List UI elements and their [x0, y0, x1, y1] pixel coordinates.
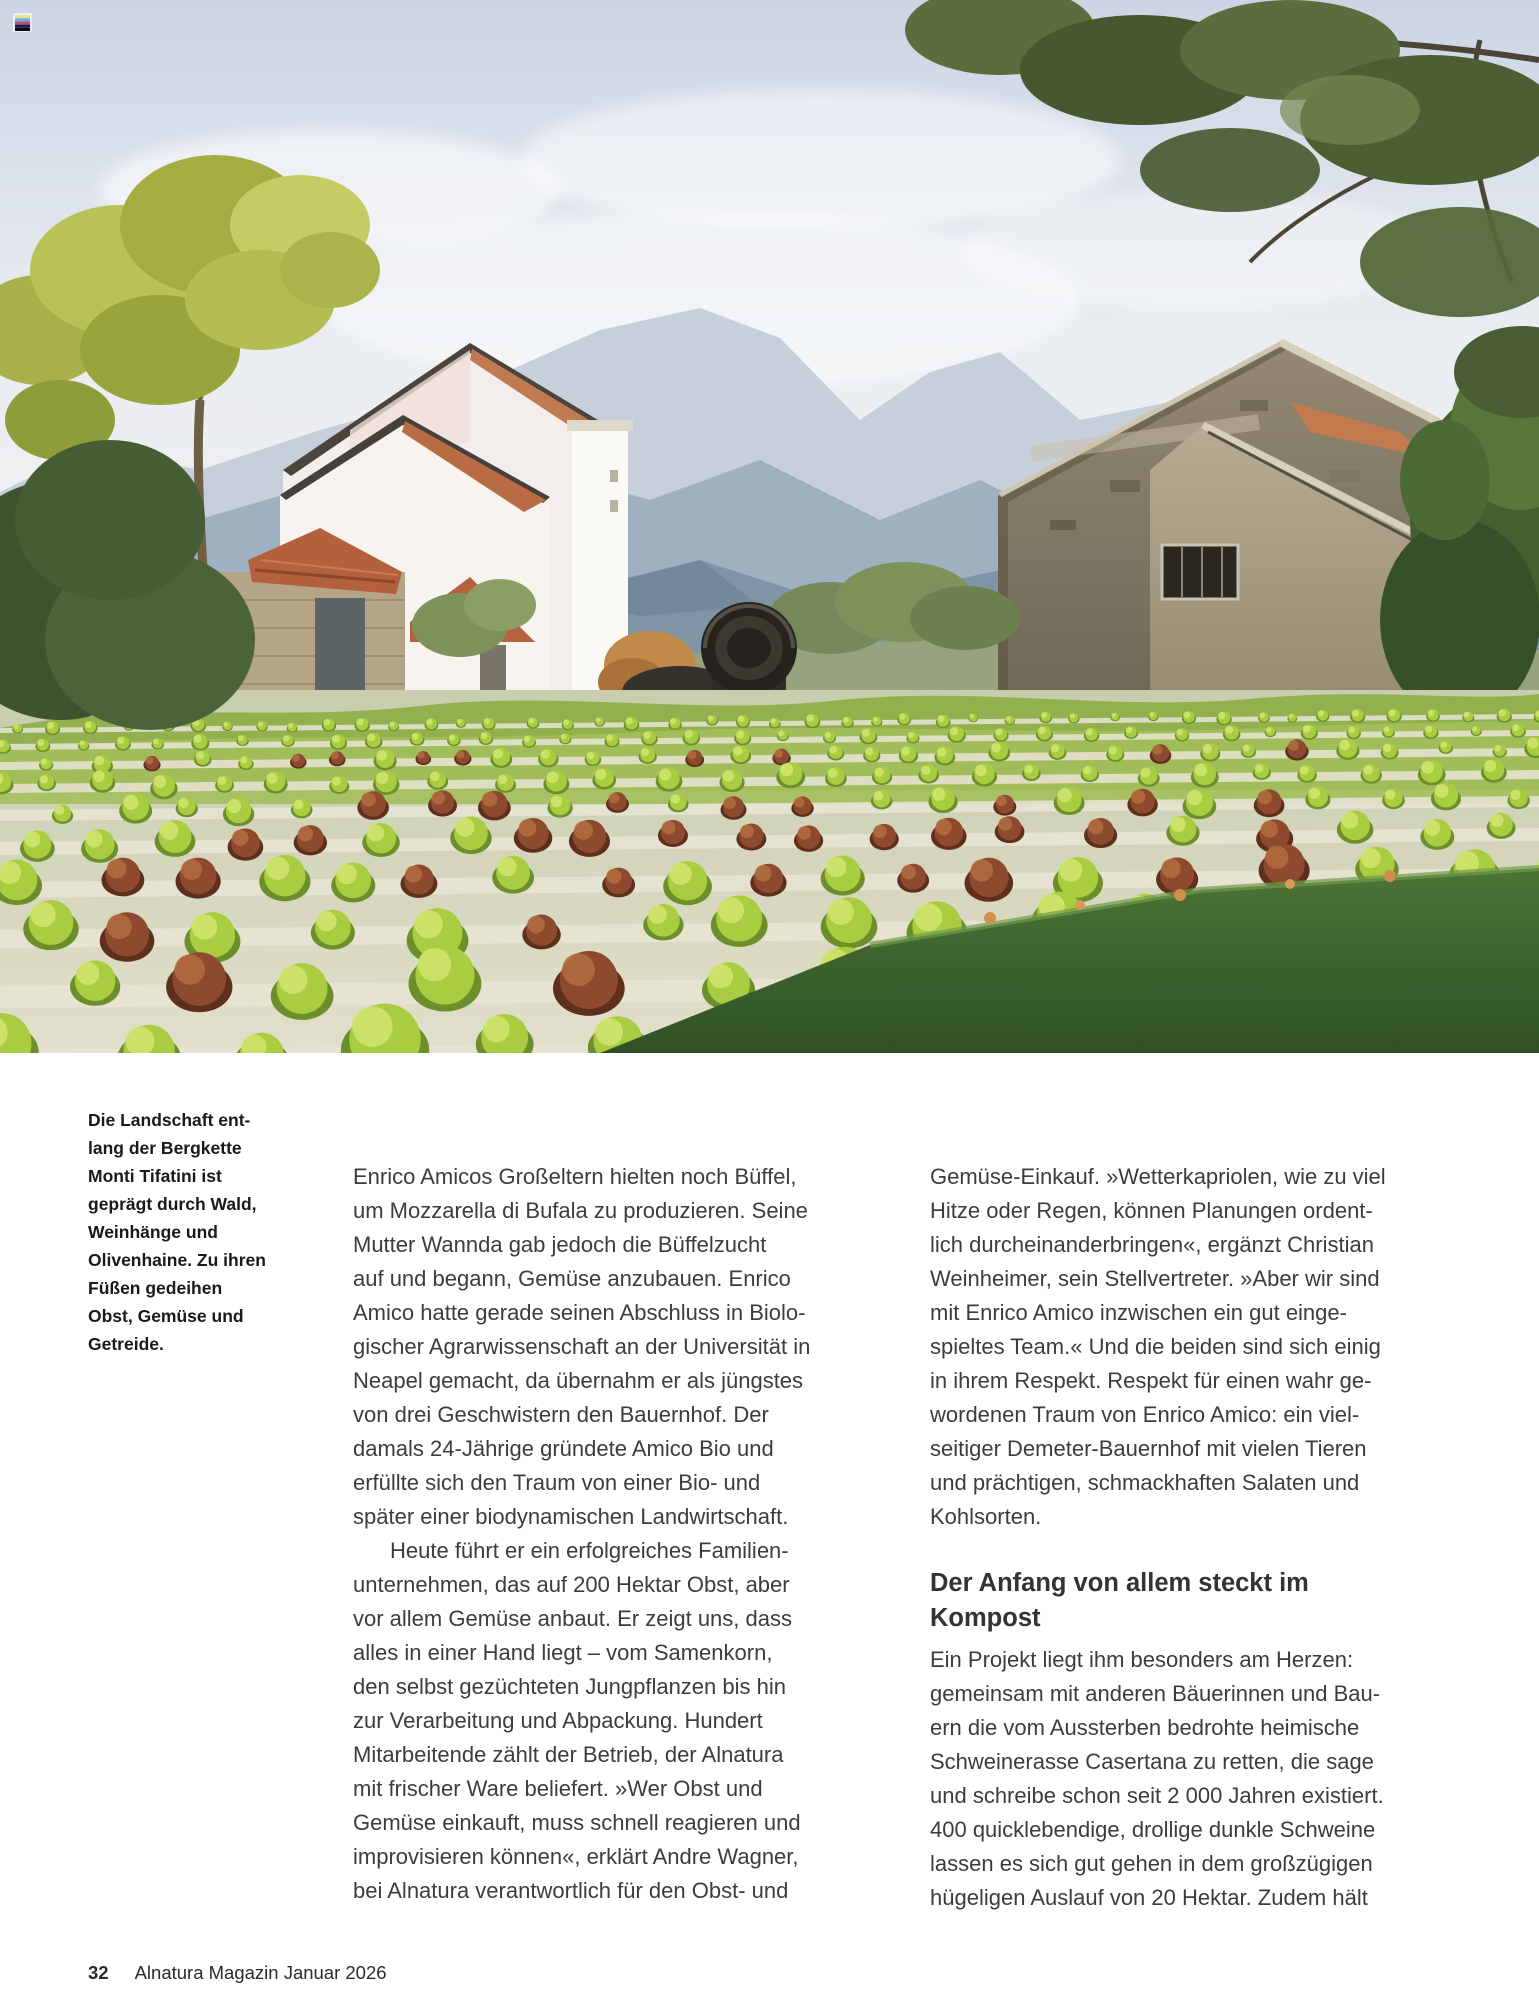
text-line: zur Verarbeitung und Abpackung. Hundert: [353, 1708, 763, 1733]
text-line: mit frischer Ware beliefert. »Wer Obst und: [353, 1776, 763, 1801]
paragraph-2: [353, 1534, 878, 1908]
body-column-2: [930, 1160, 1455, 1915]
text-line: Gemüse einkauft, muss schnell reagieren und: [353, 1810, 801, 1835]
text-line: gischer Agrarwissenschaft an der Universität in: [353, 1334, 811, 1359]
text-line: Monti Tifatini ist: [88, 1166, 222, 1186]
text-line: Hitze oder Regen, können Planungen ordent-: [930, 1198, 1373, 1223]
text-line: Enrico Amicos Großeltern hielten noch Büffel,: [353, 1164, 797, 1189]
text-line: Neapel gemacht, da übernahm er als jüngstes: [353, 1368, 804, 1393]
text-line: Mitarbeitende zählt der Betrieb, der Alnatura: [353, 1742, 784, 1767]
text-line: Getreide.: [88, 1334, 164, 1354]
text-line: lassen es sich gut gehen in dem großzügigen: [930, 1851, 1373, 1876]
text-line: damals 24-Jährige gründete Amico Bio und: [353, 1436, 774, 1461]
text-line: wordenen Traum von Enrico Amico: ein viel-: [930, 1402, 1360, 1427]
text-line: Kohlsorten.: [930, 1504, 1042, 1529]
text-line: um Mozzarella di Bufala zu produzieren. Seine: [353, 1198, 808, 1223]
text-line: den selbst gezüchteten Jungpflanzen bis hin: [353, 1674, 786, 1699]
text-line: auf und begann, Gemüse anzubauen. Enrico: [353, 1266, 791, 1291]
text-line: später einer biodynamischen Landwirtschaft.: [353, 1504, 789, 1529]
paragraph-1: [353, 1160, 878, 1534]
text-line: Weinhänge und: [88, 1222, 218, 1242]
text-line: Amico hatte gerade seinen Abschluss in Biolo-: [353, 1300, 806, 1325]
text-line: Die Landschaft ent-: [88, 1110, 251, 1130]
text-line: gemeinsam mit anderen Bäuerinnen und Bau-: [930, 1681, 1381, 1706]
text-line: Ein Projekt liegt ihm besonders am Herzen:: [930, 1647, 1354, 1672]
section-heading: [930, 1566, 1455, 1636]
text-line: in ihrem Respekt. Respekt für einen wahr ge-: [930, 1368, 1372, 1393]
body-column-1: [353, 1160, 878, 1908]
text-line: Gemüse-Einkauf. »Wetterkapriolen, wie zu viel: [930, 1164, 1386, 1189]
text-line: bei Alnatura verantwortlich für den Obst- und: [353, 1878, 789, 1903]
text-line: Der Anfang von allem steckt im: [930, 1569, 1309, 1597]
page-footer: [88, 1962, 387, 1984]
text-line: 400 quicklebendige, drollige dunkle Schweine: [930, 1817, 1376, 1842]
paragraph-3: [930, 1160, 1455, 1534]
text-line: vor allem Gemüse anbaut. Er zeigt uns, dass: [353, 1606, 792, 1631]
text-line: Mutter Wannda gab jedoch die Büffelzucht: [353, 1232, 767, 1257]
text-line: Olivenhaine. Zu ihren: [88, 1250, 266, 1270]
text-line: Füßen gedeihen: [88, 1278, 223, 1298]
text-line: und prächtigen, schmackhaften Salaten und: [930, 1470, 1360, 1495]
text-line: von drei Geschwistern den Bauernhof. Der: [353, 1402, 769, 1427]
registration-mark-icon: [13, 13, 32, 32]
magazine-title: Alnatura Magazin Januar 2026: [134, 1962, 387, 1983]
text-line: Heute führt er ein erfolgreiches Familien-: [390, 1538, 789, 1563]
text-line: Obst, Gemüse und: [88, 1306, 244, 1326]
photo-caption: [88, 1106, 308, 1358]
text-line: Schweinerasse Casertana zu retten, die sage: [930, 1749, 1374, 1774]
text-line: seitiger Demeter-Bauernhof mit vielen Tieren: [930, 1436, 1367, 1461]
text-line: Weinheimer, sein Stellvertreter. »Aber wir sind: [930, 1266, 1380, 1291]
text-line: Kompost: [930, 1604, 1041, 1632]
text-line: geprägt durch Wald,: [88, 1194, 257, 1214]
text-line: und schreibe schon seit 2 000 Jahren existiert.: [930, 1783, 1384, 1808]
text-line: lich durcheinanderbringen«, ergänzt Christian: [930, 1232, 1374, 1257]
text-line: alles in einer Hand liegt – vom Samenkorn,: [353, 1640, 773, 1665]
text-line: unternehmen, das auf 200 Hektar Obst, aber: [353, 1572, 790, 1597]
text-line: mit Enrico Amico inzwischen ein gut einge-: [930, 1300, 1347, 1325]
lettuce-field: [0, 690, 1539, 1053]
text-line: lang der Bergkette: [88, 1138, 242, 1158]
paragraph-4: [930, 1643, 1455, 1915]
text-line: hügeligen Auslauf von 20 Hektar. Zudem hält: [930, 1885, 1368, 1910]
text-line: spieltes Team.« Und die beiden sind sich einig: [930, 1334, 1381, 1359]
text-line: improvisieren können«, erklärt Andre Wagner,: [353, 1844, 799, 1869]
text-line: ern die vom Aussterben bedrohte heimische: [930, 1715, 1360, 1740]
page-number: 32: [88, 1962, 109, 1983]
text-line: erfüllte sich den Traum von einer Bio- und: [353, 1470, 761, 1495]
